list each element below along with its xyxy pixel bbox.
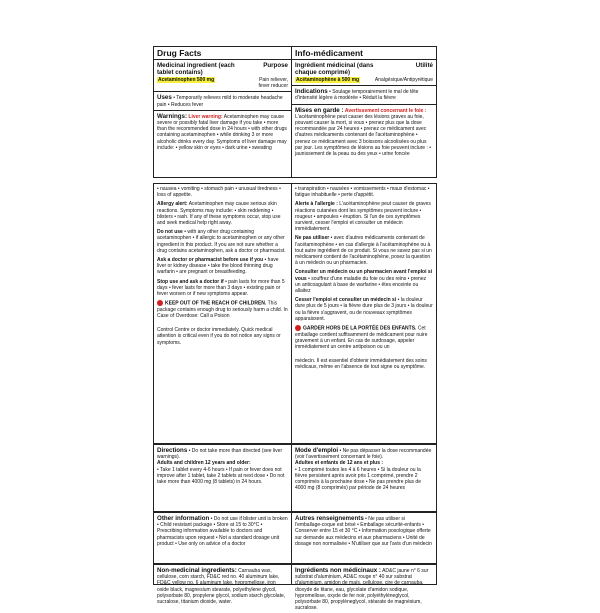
warnings-text: Acetaminophen may cause severe or possibly fatal liver damage if you take • more than the recommended dose in 24 hours • with other drugs containing acetaminophen • while drinking 3 or more alcoholic drinks every day. Symptoms of liver damage may include: • yellow skin or eyes • dark urine • sweating [157, 113, 287, 151]
non-medicinal-title-fr: Ingrédients non médicinaux : [295, 567, 381, 574]
uses-title: Uses [157, 94, 172, 102]
ingredient-section-fr [292, 60, 436, 86]
uses-text-fr: • Soulage temporairement le mal de tête d'intensité légère à modérée • Réduit la fièvre [295, 89, 419, 102]
non-medicinal-section [154, 565, 291, 607]
french-column [292, 47, 436, 177]
other-info-title: Other information [157, 515, 210, 522]
keep-out-text: This package contains enough drug to seriously harm a child. In Case of Overdose: Call a Poison [157, 300, 288, 319]
keep-out-title: KEEP OUT OF THE REACH OF CHILDREN. [165, 300, 267, 307]
stop-use-title: Stop use and ask a doctor if [157, 278, 224, 285]
english-column [154, 47, 292, 177]
stop-use-text-fr: • la douleur dure plus de 5 jours • la fièvre dure plus de 3 jours • la douleur ou la fièvre s'aggravent, ou de nouveaux symptômes apparaissent. [295, 297, 433, 322]
drug-facts-bottom-panel [153, 183, 437, 612]
directions-section-fr [292, 445, 436, 513]
adults-title-fr: Adultes et enfants de 12 ans et plus : [295, 460, 384, 467]
allergy-title-fr: Alerte à l'allergie : [295, 201, 338, 208]
non-medicinal-title: Non-medicinal ingredients: [157, 567, 237, 574]
do-not-use-text: • with any other drug containing acetaminophen • if allergic to acetaminophen or any other ingredient in this product. If you are not sure whether a drug contains acetaminophen, ask a doctor or pharmacist. [157, 229, 286, 254]
other-info-section-fr [292, 513, 436, 565]
info-medicament-header: Info-médicament [292, 47, 436, 60]
french-column-continued [292, 184, 436, 612]
ask-doctor-title: Ask a doctor or pharmacist before use if you [157, 257, 264, 264]
directions-title: Directions [157, 447, 188, 454]
uses-section-fr [292, 86, 436, 104]
purpose-title-fr: Utilité [415, 62, 433, 69]
drug-facts-header: Drug Facts [154, 47, 291, 60]
active-ingredient: Acetaminophen 500 mg [158, 77, 215, 83]
ingredient-section [154, 60, 291, 92]
other-info-title-fr: Autres renseignements [295, 515, 364, 522]
liver-symptoms-continued: • nausea • vomiting • stomach pain • unusual tiredness • loss of appetite. [157, 186, 281, 199]
other-info-text-fr: • Ne pas utiliser si l'emballage-coque est brisé • Emballage sécurité-enfants • Conserver entre 15 et 30 °C • Information posologique offerte sur demande aux médecins et aux pharmaciens • Unité de dosage non normalisée • N'utiliser que sur l'avis d'un médecin [295, 516, 432, 547]
do-not-use-title-fr: Ne pas utiliser [295, 235, 330, 242]
overdose-text: Control Centre or doctor immediately. Quick medical attention is critical even if you do not notice any signs or symptoms. [157, 327, 281, 346]
warnings-title-fr: Mises en garde : [295, 106, 344, 114]
purpose-text: Pain reliever, fever reducer [258, 77, 288, 90]
stop-sign-icon-fr [295, 325, 301, 331]
adults-text-fr: • 1 comprimé toutes les 4 à 6 heures • Si la douleur ou la fièvre persistent après avoir pris 1 comprimé, prendre 2 comprimés à la prochaine dose • Ne pas prendre plus de 4000 mg (8 comprimés) par période de 24 heures [295, 466, 421, 492]
overdose-text-fr: médecin. Il est essentiel d'obtenir immédiatement des soins médicaux, même en l'absence de tout signe ou symptôme. [295, 358, 427, 371]
other-info-section [154, 513, 291, 565]
stop-use-text: • pain lasts for more than 5 days • fever lasts for more than 3 days • existing pain or fever worsen or if new symptoms appear. [157, 278, 285, 298]
allergy-text: Acetaminophen may cause serious skin reactions. Symptoms may include: • skin reddening • blisters • rash. If any of these symptoms occur, stop use and seek medical help right away. [157, 201, 281, 227]
directions-title-fr: Mode d'emploi [295, 447, 339, 454]
warnings-continued-fr [292, 184, 436, 445]
warnings-text-fr: L'acétaminophène peut causer des lésions graves au foie, pouvant causer la mort, si vous • prenez plus que la dose recommandée par 24 heures • prenez ce médicament avec d'autres médicaments contenant de l'acétaminophène • prenez ce médicament avec 3 boissons alcoolisées ou plus par jour. Les symptômes de lésions au foie peuvent inclure : • jaunissement de la peau ou des yeux • urine foncée [295, 113, 431, 158]
uses-section [154, 92, 291, 110]
warnings-section [154, 111, 291, 153]
allergy-title: Allergy alert: [157, 201, 188, 208]
uses-title-fr: Indications [295, 88, 328, 96]
drug-facts-top-panel [153, 46, 437, 178]
directions-text: • Do not take more than directed (see liver warnings). [157, 448, 283, 461]
liver-warning-label: Liver warning: [188, 113, 223, 120]
purpose-text-fr: Analgésique/Antipyrétique [374, 77, 433, 83]
do-not-use-title: Do not use [157, 229, 183, 236]
keep-out-text-fr: Cet emballage contient suffisamment de médicament pour nuire gravement à un enfant. En cas de surdosage, appeler immédiatement un centre antipoison ou un [295, 325, 428, 350]
ingredient-title: Medicinal ingredient (each tablet contains) [157, 62, 235, 76]
warnings-continued [154, 184, 291, 445]
non-medicinal-text: Carnauba wax, cellulose, corn starch, FD&C red no. 40 aluminum lake, FD&C yellow no. 6 aluminum lake, hypromellose, iron oxide black, magnesium stearate, polyethylene glycol, polysorbate 80, propylene glycol, sodium starch glycolate, sucralose, titanium dioxide, water. [157, 568, 286, 606]
liver-warning-label-fr: Avertissement concernant le foie : [344, 107, 427, 114]
do-not-use-text-fr: • avec d'autres médicaments contenant de l'acétaminophène • en cas d'allergie à l'acétaminophène ou à tout autre ingrédient de ce produit. Si vous ne savez pas si un médicament contient de l'acétaminophène, posez la question à un médecin ou un pharmacien. [295, 235, 432, 267]
warnings-title: Warnings: [157, 112, 188, 120]
keep-out-title-fr: GARDER HORS DE LA PORTÉE DES ENFANTS. [303, 325, 417, 332]
uses-text: • Temporarily relieves mild to moderate headache pain • Reduces fever [157, 95, 283, 108]
allergy-text-fr: L'acétaminophène peut causer de graves réactions cutanées dont les symptômes peuvent inclure • rougeur • ampoules • éruption. Si l'un de ces symptômes survient, cesser l'emploi et consulter un médecin immédiatement. [295, 201, 431, 233]
ask-doctor-text: • have liver or kidney disease • take the blood thinning drug warfarin • are pregnant or breastfeeding. [157, 257, 279, 276]
non-medicinal-text-fr: AD&C jaune n° 6 sur substrat d'aluminium, AD&C rouge n° 40 sur substrat d'aluminium, amidon de maïs, cellulose, cire de carnauba, dioxyde de titane, eau, glycolate d'amidon sodique, hypromellose, oxyde de fer noir, polyéthylèneglycol, polysorbate 80, propylèneglycol, stéarate de magnésium, sucralose. [295, 568, 429, 612]
ingredient-title-fr: Ingrédient médicinal (dans chaque comprimé) [295, 62, 374, 76]
adults-text: • Take 1 tablet every 4-6 hours • If pain or fever does not improve after 1 tablet, take 2 tablets at next dose • Do not take more than 4000 mg (8 tablets) in 24 hours. [157, 466, 285, 486]
other-info-text: • Do not use if blister unit is broken • Child resistant package • Store at 15 to 30°C • Prescribing information available to doctors and pharmacists upon request • Not a standard dosage unit product • Use only on advice of a doctor [157, 516, 288, 547]
ask-doctor-title-fr: Consulter un médecin ou un pharmacien avant l'emploi si vous [295, 269, 433, 282]
purpose-title: Purpose [263, 62, 288, 69]
warnings-section-fr [292, 105, 436, 160]
adults-title: Adults and children 12 years and older: [157, 460, 251, 467]
english-column-continued [154, 184, 292, 606]
ask-doctor-text-fr: • souffrez d'une maladie du foie ou des reins • prenez un anticoagulant à base de warfarine • êtes enceinte ou allaitez [295, 275, 427, 295]
liver-symptoms-continued-fr: • transpiration • nausées • vomissements • maux d'estomac • fatigue inhabituelle • perte d'appétit. [295, 186, 430, 199]
directions-section [154, 445, 291, 513]
non-medicinal-section-fr [292, 565, 436, 613]
stop-use-title-fr: Cesser l'emploi et consulter un médecin si [295, 297, 397, 304]
stop-sign-icon [157, 300, 163, 306]
active-ingredient-fr: Acétaminophène à 500 mg [296, 77, 360, 83]
directions-text-fr: • Ne pas dépasser la dose recommandée (voir l'avertissement concernant le foie). [295, 448, 432, 461]
